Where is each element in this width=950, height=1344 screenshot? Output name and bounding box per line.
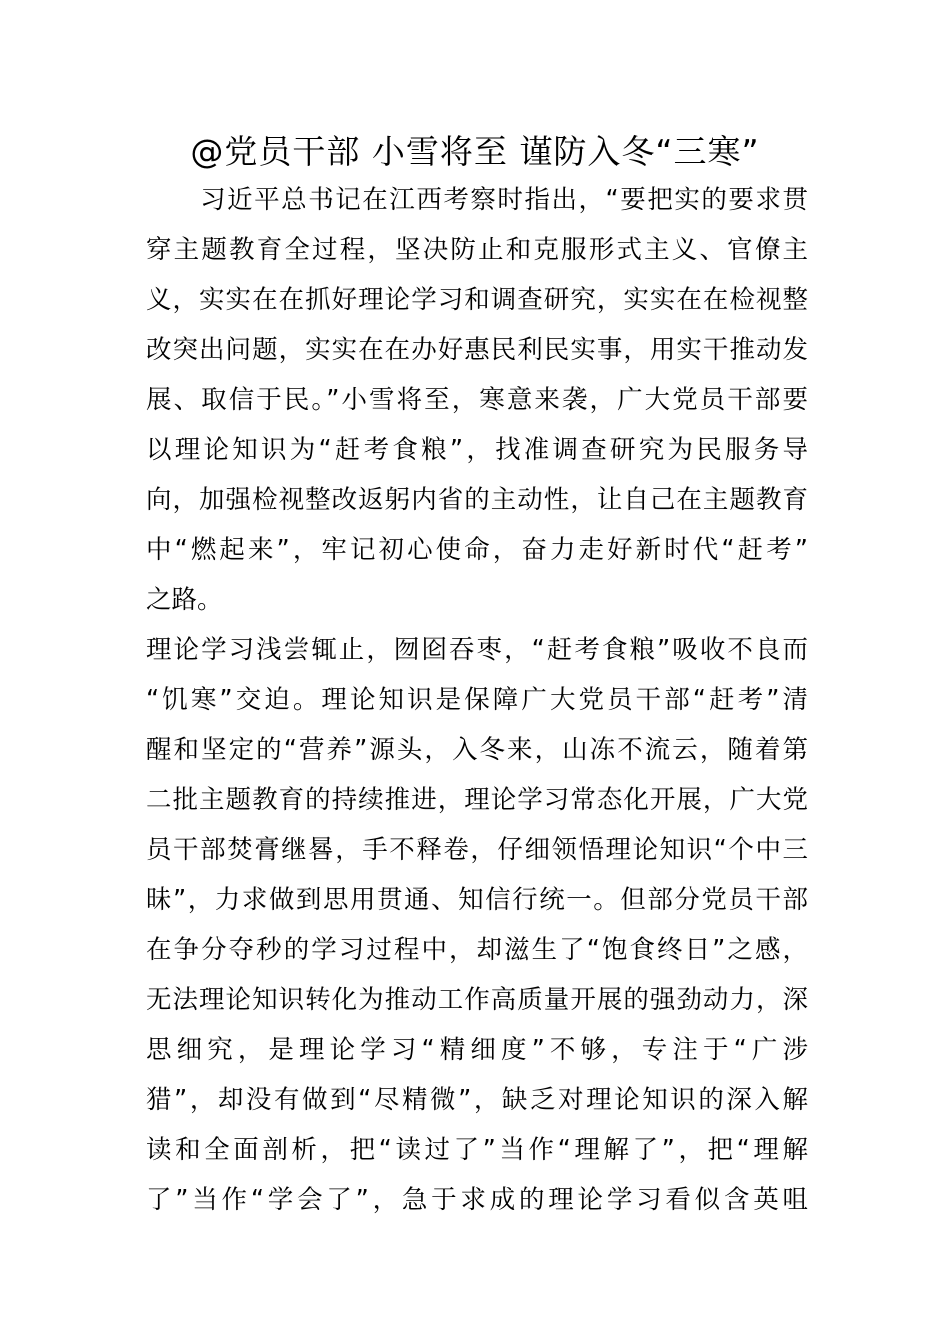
paragraph-line: “饥寒”交迫。理论知识是保障广大党员干部“赶考”清 bbox=[146, 685, 808, 715]
paragraph-line: 以理论知识为“赶考食粮”，找准调查研究为民服务导 bbox=[146, 435, 808, 465]
paragraph-line: 理论学习浅尝辄止，囫囵吞枣，“赶考食粮”吸收不良而 bbox=[146, 635, 808, 665]
paragraph-line: 猎”，却没有做到“尽精微”，缺乏对理论知识的深入解 bbox=[146, 1085, 808, 1115]
paragraph-line: 中“燃起来”，牢记初心使命，奋力走好新时代“赶考” bbox=[146, 535, 808, 565]
paragraph-line: 昧”，力求做到思用贯通、知信行统一。但部分党员干部 bbox=[146, 885, 808, 915]
paragraph-line: 醒和坚定的“营养”源头，入冬来，山冻不流云，随着第 bbox=[146, 735, 808, 765]
paragraph-line: 义，实实在在抓好理论学习和调查研究，实实在在检视整 bbox=[146, 285, 808, 315]
paragraph-line: 穿主题教育全过程，坚决防止和克服形式主义、官僚主 bbox=[146, 235, 808, 265]
paragraph-line: 在争分夺秒的学习过程中，却滋生了“饱食终日”之感， bbox=[146, 935, 808, 965]
paragraph-line: 之路。 bbox=[146, 585, 223, 615]
paragraph-line: 改突出问题，实实在在办好惠民利民实事，用实干推动发 bbox=[146, 335, 808, 365]
paragraph-line: 员干部焚膏继晷，手不释卷，仔细领悟理论知识“个中三 bbox=[146, 835, 808, 865]
paragraph-line: 了”当作“学会了”，急于求成的理论学习看似含英咀 bbox=[146, 1185, 808, 1215]
paragraph-line: 展、取信于民。”小雪将至，寒意来袭，广大党员干部要 bbox=[146, 385, 808, 415]
paragraph-line: 向，加强检视整改返躬内省的主动性，让自己在主题教育 bbox=[146, 485, 808, 515]
paragraph-line: 读和全面剖析，把“读过了”当作“理解了”，把“理解 bbox=[146, 1135, 808, 1165]
paragraph-line: 无法理论知识转化为推动工作高质量开展的强劲动力，深 bbox=[146, 985, 808, 1015]
paragraph-line: 思细究，是理论学习“精细度”不够，专注于“广涉 bbox=[146, 1035, 808, 1065]
document-title: @党员干部 小雪将至 谨防入冬“三寒” bbox=[190, 132, 760, 171]
paragraph-line: 二批主题教育的持续推进，理论学习常态化开展，广大党 bbox=[146, 785, 808, 815]
paragraph-line: 习近平总书记在江西考察时指出，“要把实的要求贯 bbox=[146, 185, 808, 215]
